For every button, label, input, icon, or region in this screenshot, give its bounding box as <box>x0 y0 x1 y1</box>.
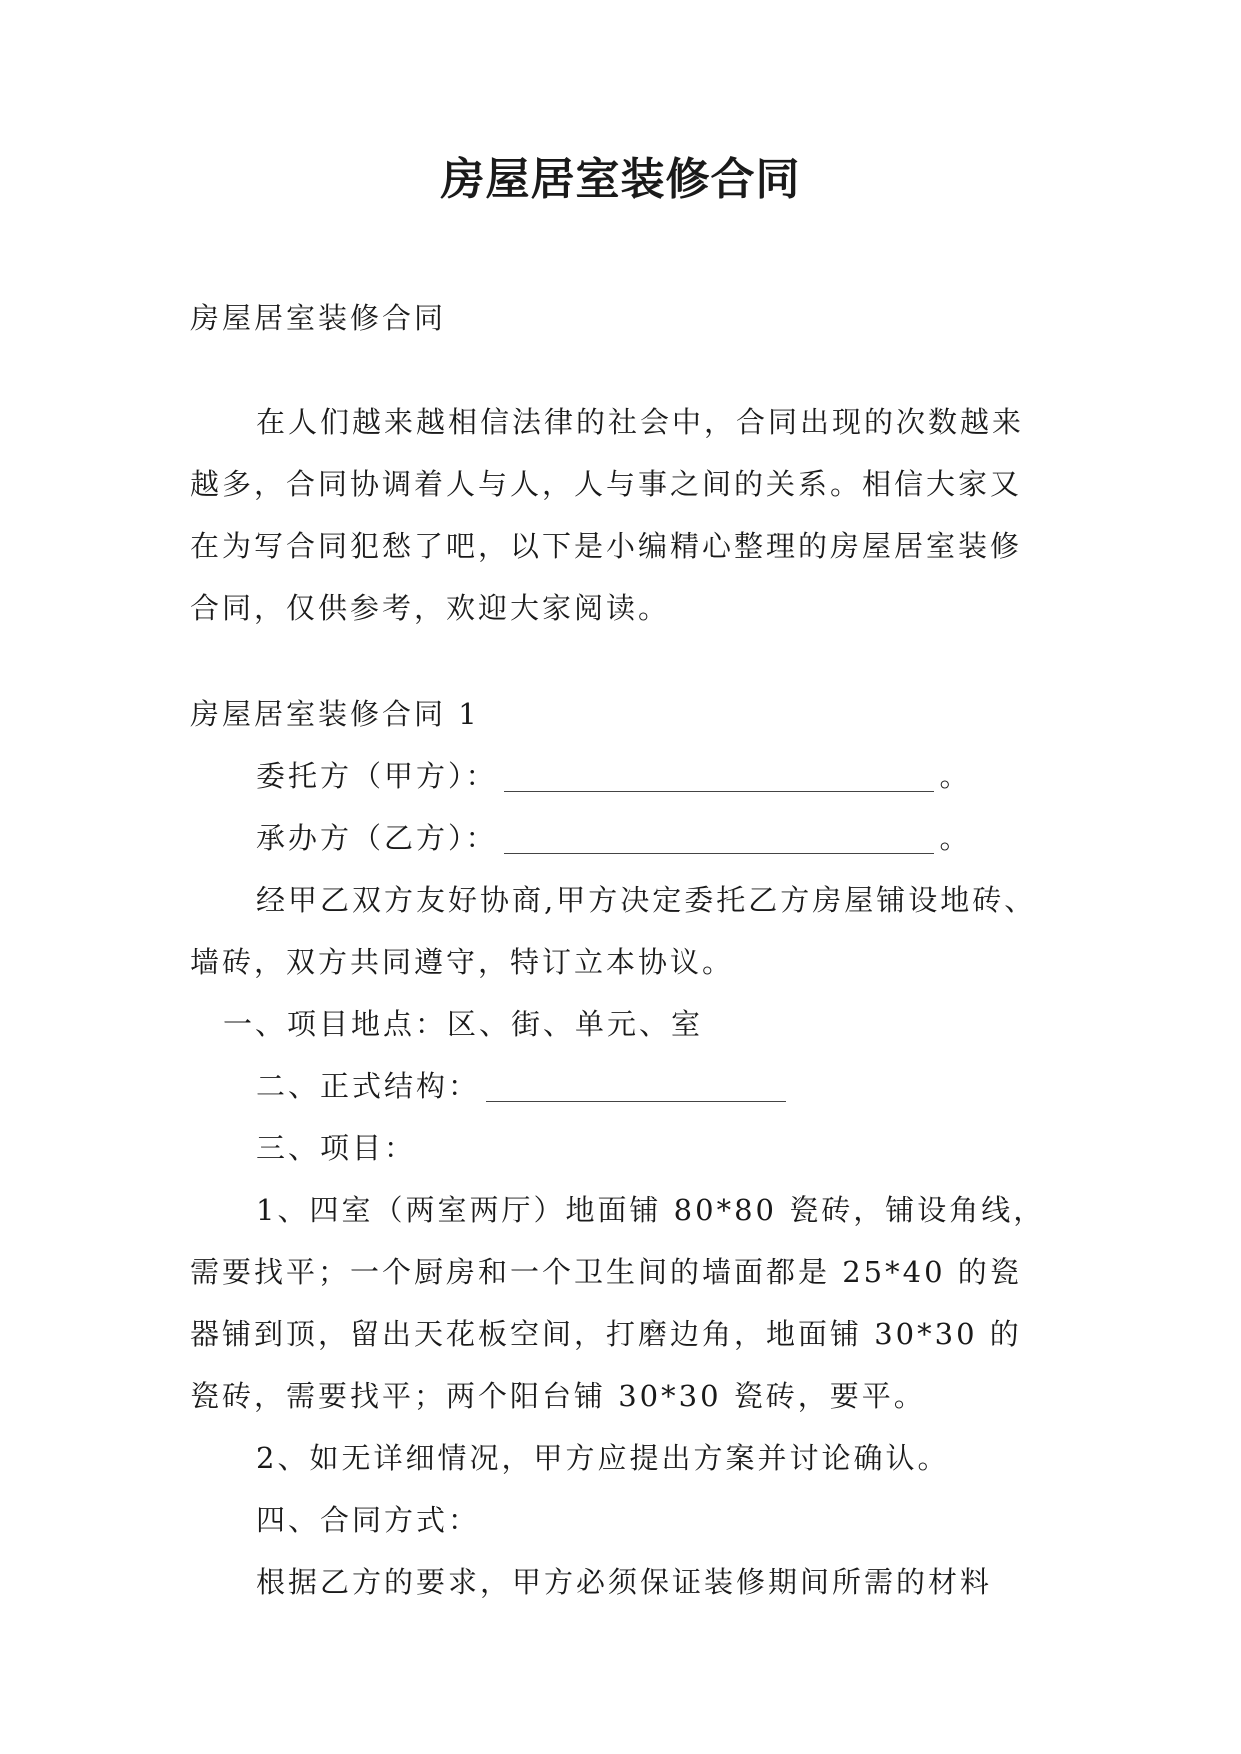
item-project-heading: 三、项目： <box>256 1131 417 1165</box>
party-a-period: 。 <box>939 759 972 793</box>
party-b-line <box>190 807 1050 869</box>
intro-paragraph: 在人们越来越相信法律的社会中，合同出现的次数越来越多，合同协调着人与人，人与事之间的关系。相信大家又在为写合同犯愁了吧，以下是小编精心整理的房屋居室装修合同，仅供参考，欢迎大家阅读。 <box>190 405 1025 625</box>
document-title: 房屋居室装修合同 <box>440 154 801 205</box>
party-b-period: 。 <box>939 821 972 855</box>
item-structure-label: 二、正式结构： <box>256 1069 481 1103</box>
item-structure-line <box>190 1055 1050 1117</box>
item-structure-blank <box>486 1071 786 1102</box>
section-heading: 房屋居室装修合同 1 <box>190 697 480 731</box>
item-project-2: 2、如无详细情况，甲方应提出方案并讨论确认。 <box>256 1441 950 1475</box>
party-a-label: 委托方（甲方）： <box>256 759 498 793</box>
agreement-paragraph: 经甲乙双方友好协商,甲方决定委托乙方房屋铺设地砖、墙砖，双方共同遵守，特订立本协议。 <box>190 883 1037 979</box>
party-b-label: 承办方（乙方）： <box>256 821 498 855</box>
party-b-blank <box>504 823 934 854</box>
document-body <box>190 287 1050 1613</box>
item-project-1: 1、四室（两室两厅）地面铺 80*80 瓷砖，铺设角线，需要找平；一个厨房和一个卫生间的墙面都是 25*40 的瓷器铺到顶，留出天花板空间，打磨边角，地面铺 30*30 的瓷砖，需要找平；两个阳台铺 30*30 瓷砖，要平。 <box>190 1193 1046 1413</box>
item-location: 一、项目地点：区、街、单元、室 <box>223 1007 704 1041</box>
item-contract-mode: 四、合同方式： <box>256 1503 481 1537</box>
document-subtitle: 房屋居室装修合同 <box>190 301 447 335</box>
item-contract-mode-text: 根据乙方的要求，甲方必须保证装修期间所需的材料 <box>256 1565 993 1599</box>
party-a-blank <box>504 761 934 792</box>
party-a-line <box>190 745 1050 807</box>
